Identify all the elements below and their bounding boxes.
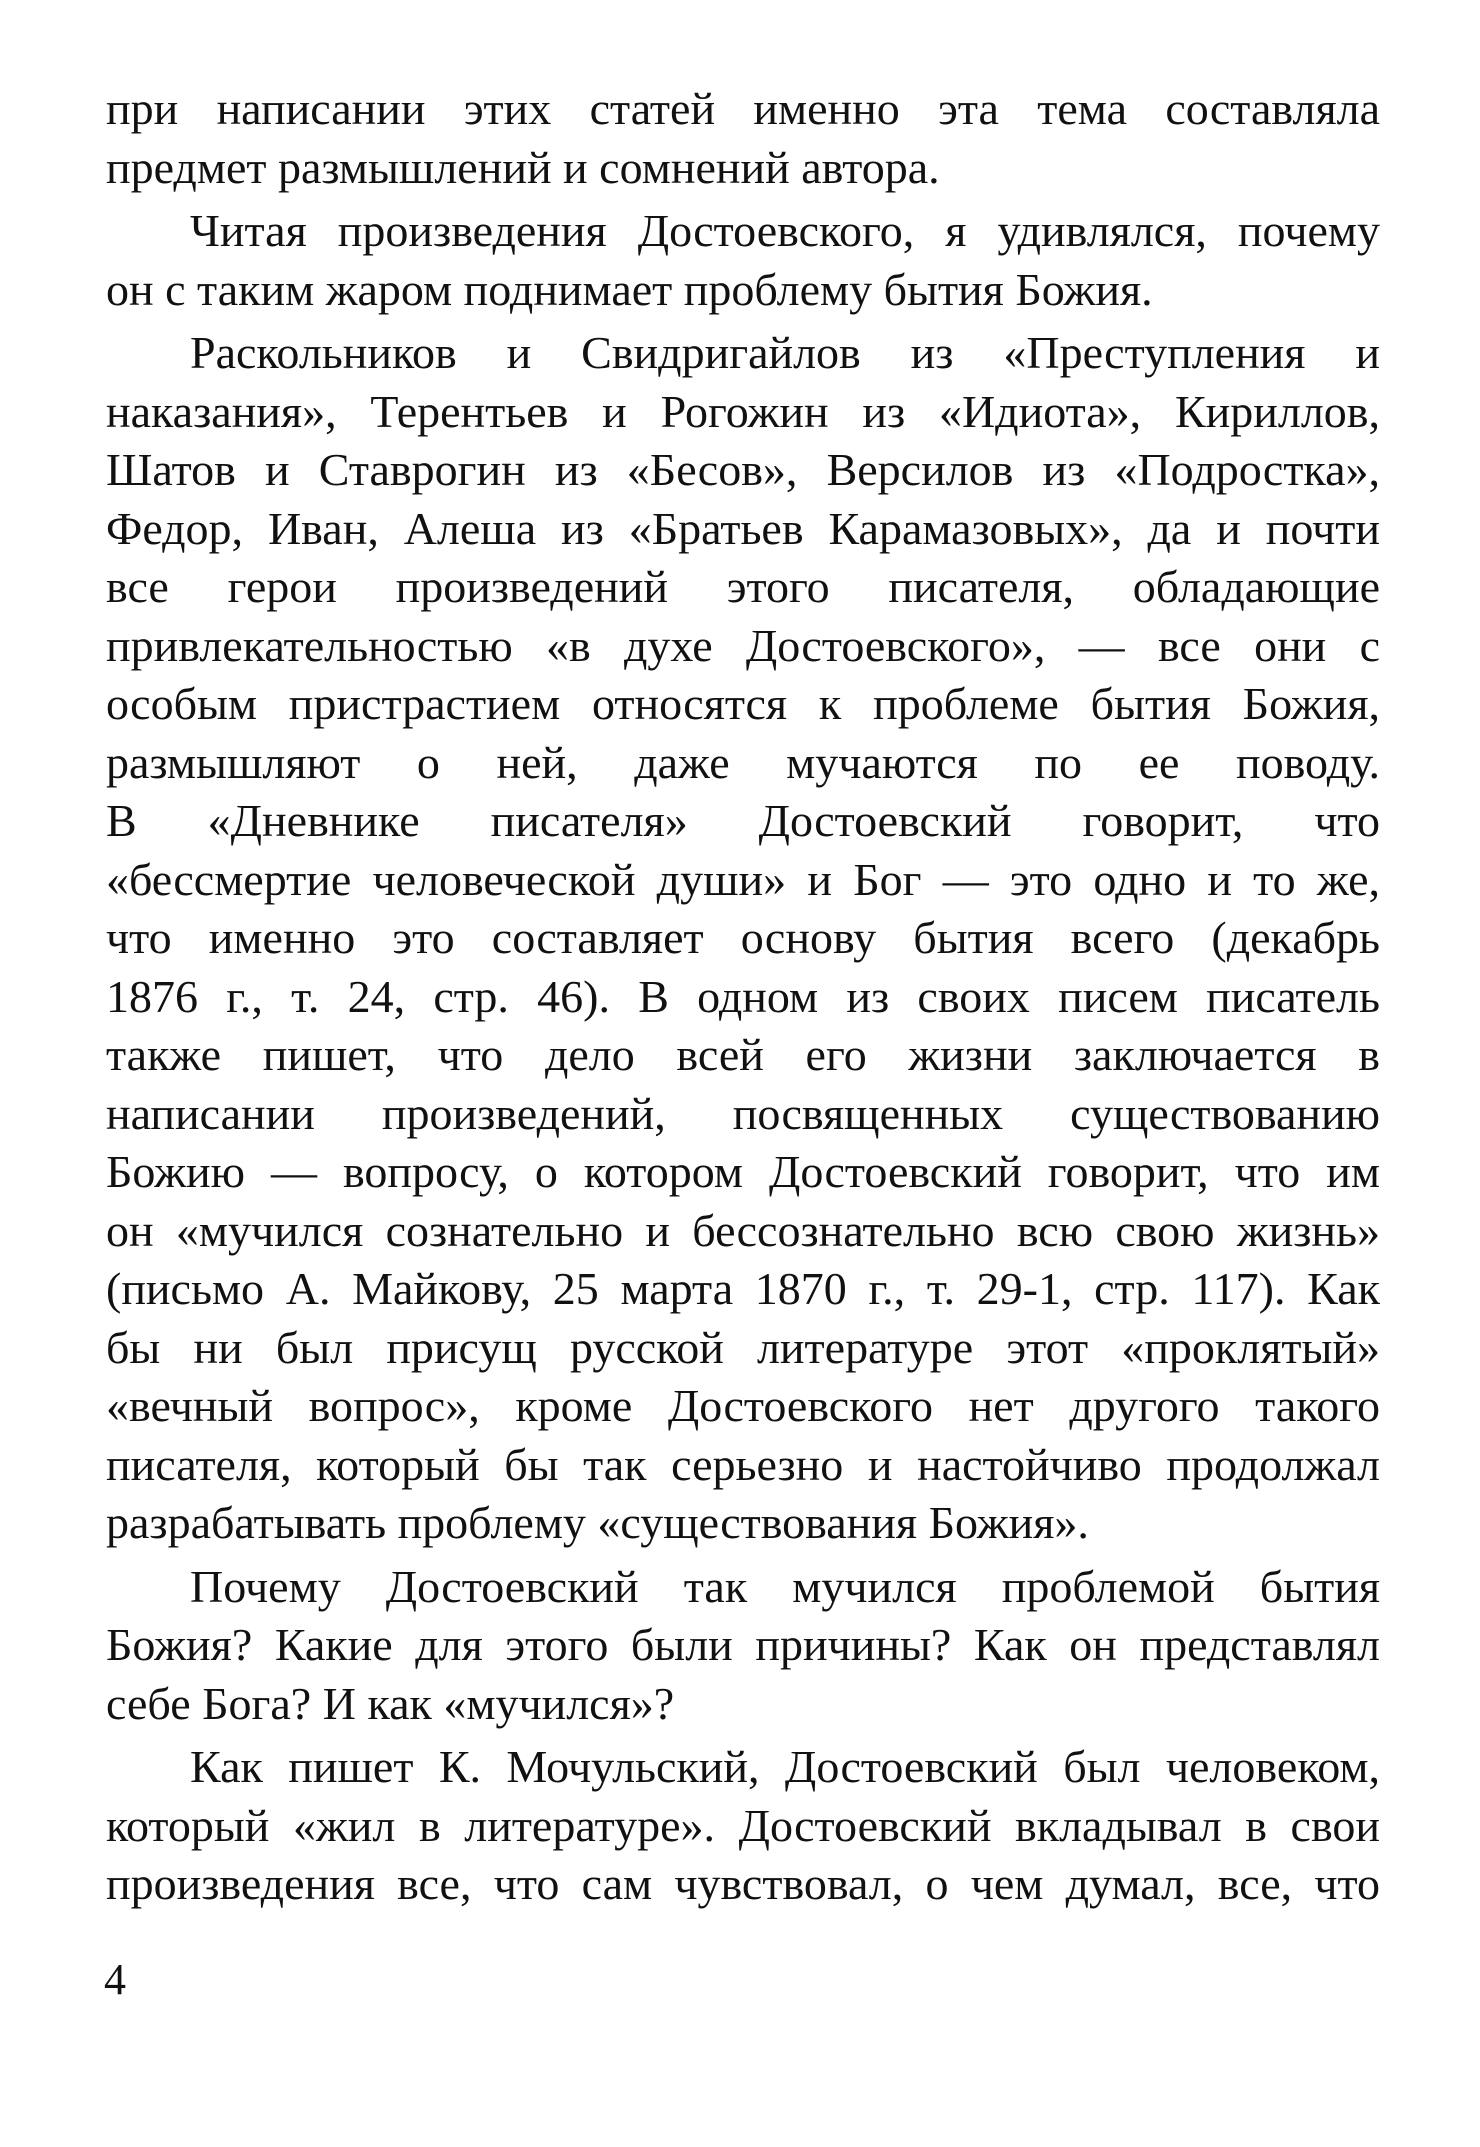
- text-line: что именно это составляет основу бытия всего (декабрь: [106, 912, 1380, 963]
- text-line: «вечный вопрос», кроме Достоевского нет другого такого: [106, 1380, 1380, 1431]
- text-line: «бессмертие человеческой души» и Бог — это одно и то же,: [106, 853, 1380, 905]
- text-line: Почему Достоевский так мучился проблемой бытия: [190, 1560, 1380, 1612]
- paragraph: [106, 202, 1380, 319]
- text-line: (письмо А. Майкову, 25 марта 1870 г., т. 29-1, стр. 117). Как: [106, 1263, 1380, 1314]
- text-line: себе Бога? И как «мучился»?: [106, 1677, 675, 1729]
- text-line: предмет размышлений и сомнений автора.: [106, 141, 940, 193]
- text-line: Шатов и Ставрогин из «Бесов», Версилов из «Подростка»,: [106, 444, 1380, 495]
- text-line: Божию — вопросу, о котором Достоевский говорит, что им: [106, 1146, 1380, 1197]
- body-text: [106, 80, 1380, 1914]
- text-line: при написании этих статей именно эта тема составляла: [106, 83, 1380, 134]
- page-number: 4: [104, 1955, 126, 2004]
- text-line: который «жил в литературе». Достоевский вкладывал в свои: [106, 1799, 1380, 1851]
- text-line: наказания», Терентьев и Рогожин из «Идиота», Кириллов,: [106, 385, 1380, 437]
- text-line: Божия? Какие для этого были причины? Как он представлял: [106, 1619, 1380, 1670]
- text-line: Читая произведения Достоевского, я удивлялся, почему: [190, 205, 1380, 256]
- text-line: он с таким жаром поднимает проблему бытия Божия.: [106, 263, 1153, 315]
- text-line: особым пристрастием относятся к проблеме бытия Божия,: [106, 678, 1380, 729]
- text-line: привлекательностью «в духе Достоевского», — все они с: [106, 619, 1380, 671]
- text-line: бы ни был присущ русской литературе этот «проклятый»: [106, 1321, 1380, 1373]
- text-line: также пишет, что дело всей его жизни заключается в: [106, 1029, 1380, 1080]
- paragraph: [106, 1738, 1380, 1914]
- text-line: Федор, Иван, Алеша из «Братьев Карамазовых», да и почти: [106, 502, 1380, 554]
- paragraph: [106, 324, 1380, 1553]
- text-line: Раскольников и Свидригайлов из «Преступления и: [190, 327, 1380, 378]
- text-line: В «Дневнике писателя» Достоевский говорит, что: [106, 795, 1380, 846]
- text-line: 1876 г., т. 24, стр. 46). В одном из своих писем писатель: [106, 970, 1380, 1022]
- text-line: написании произведений, посвященных существованию: [106, 1087, 1380, 1139]
- text-line: Как пишет К. Мочульский, Достоевский был человеком,: [190, 1741, 1380, 1792]
- text-line: все герои произведений этого писателя, обладающие: [106, 561, 1380, 612]
- text-line: произведения все, что сам чувствовал, о чем думал, все, что: [106, 1858, 1380, 1909]
- paragraph: [106, 1558, 1380, 1734]
- text-line: он «мучился сознательно и бессознательно всю свою жизнь»: [106, 1204, 1380, 1256]
- text-line: разрабатывать проблему «существования Божия».: [106, 1497, 1089, 1548]
- text-line: размышляют о ней, даже мучаются по ее поводу.: [106, 736, 1380, 788]
- text-line: писателя, который бы так серьезно и настойчиво продолжал: [106, 1438, 1380, 1490]
- paragraph: [106, 80, 1380, 197]
